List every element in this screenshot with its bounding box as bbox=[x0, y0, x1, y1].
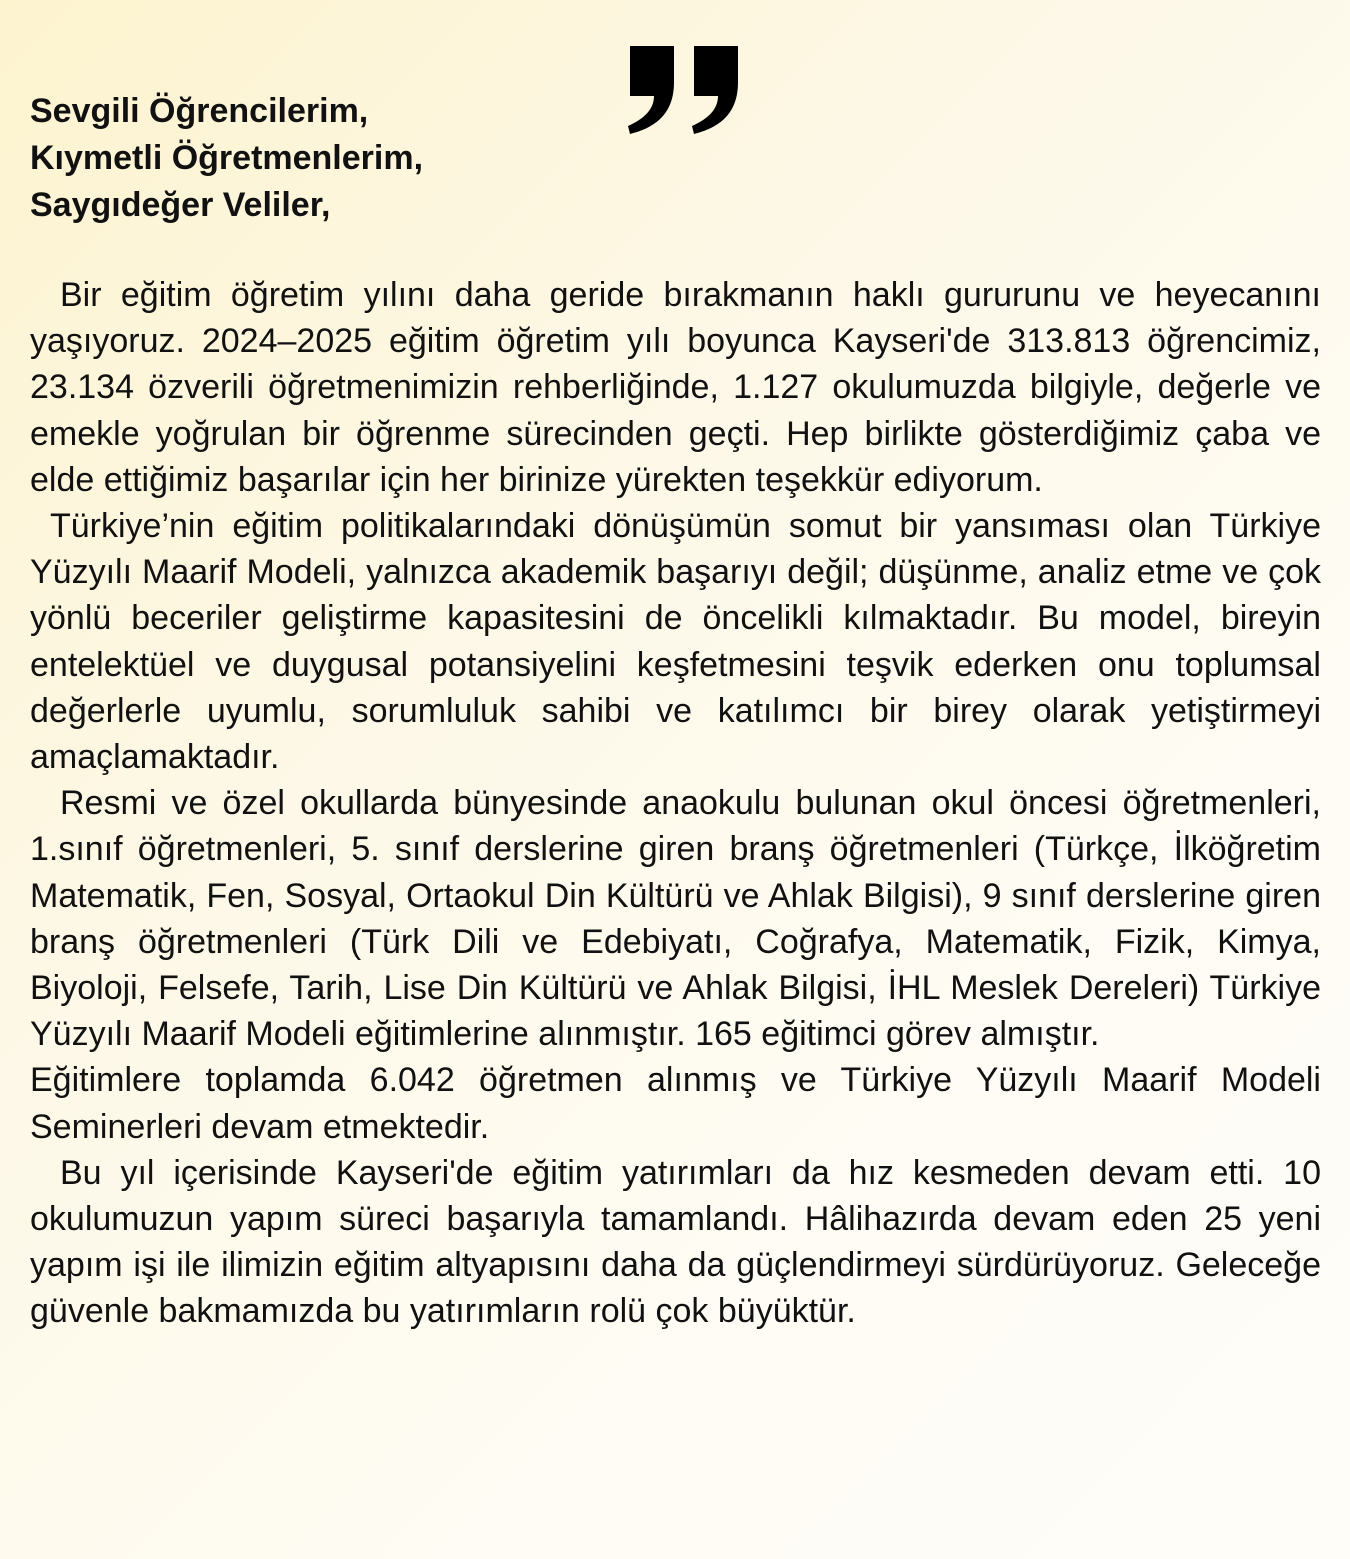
paragraph-teacher-training: Resmi ve özel okullarda bünyesinde anaokulu bulunan okul öncesi öğretmenleri, 1.sınıf öğretmenleri, 5. sınıf derslerine giren branş öğretmenleri (Türkçe, İlköğretim Matematik, Fen, Sosyal, Ortaokul Din Kültürü ve Ahlak Bilgisi), 9 sınıf derslerine giren branş öğretmenleri (Türk Dili ve Edebiyatı, Coğrafya, Matematik, Fizik, Kimya, Biyoloji, Felsefe, Tarih, Lise Din Kültürü ve Ahlak Bilgisi, İHL Meslek Dereleri) Türkiye Yüzyılı Maarif Modeli eğitimlerine alınmıştır. 165 eğitimci görev almıştır. bbox=[30, 784, 1321, 1054]
paragraph-investments: Bu yıl içerisinde Kayseri'de eğitim yatırımları da hız kesmeden devam etti. 10 okulumuzun yapım süreci başarıyla tamamlandı. Hâlihazırda devam eden 25 yeni yapım işi ile ilimizin eğitim altyapısını daha da güçlendirmeyi sürdürüyoruz. Geleceğe güvenle bakmamızda bu yatırımların rolü çok büyüktür. bbox=[30, 1153, 1321, 1331]
paragraph-school-year: Bir eğitim öğretim yılını daha geride bırakmanın haklı gururunu ve heyecanını yaşıyoruz. 2024–2025 eğitim öğretim yılı boyunca Kayseri'de 313.813 öğrencimiz, 23.134 özverili öğretmenimizin rehberliğinde, 1.127 okulumuzda bilgiyle, değerle ve emekle yoğrulan bir öğrenme sürecinden geçti. Hep birlikte gösterdiğimiz çaba ve elde ettiğimiz başarılar için her birinize yürekten teşekkür ediyorum. bbox=[30, 276, 1321, 499]
greeting-students: Sevgili Öğrencilerim, bbox=[30, 92, 369, 130]
letter-body bbox=[30, 272, 1321, 1335]
greeting-block bbox=[30, 88, 630, 229]
quote-mark-right bbox=[692, 46, 738, 134]
quote-mark-left bbox=[628, 46, 674, 134]
paragraph-seminars: Eğitimlere toplamda 6.042 öğretmen alınmış ve Türkiye Yüzyılı Maarif Modeli Seminerleri devam etmektedir. bbox=[30, 1061, 1321, 1146]
paragraph-maarif-model: Türkiye’nin eğitim politikalarındaki dönüşümün somut bir yansıması olan Türkiye Yüzyılı Maarif Modeli, yalnızca akademik başarıyı değil; düşünme, analiz etme ve çok yönlü beceriler geliştirme kapasitesini de öncelikli kılmaktadır. Bu model, bireyin entelektüel ve duygusal potansiyelini keşfetmesini teşvik ederken onu toplumsal değerlerle uyumlu, sorumluluk sahibi ve katılımcı bir birey olarak yetiştirmeyi amaçlamaktadır. bbox=[30, 507, 1321, 777]
greeting-teachers: Kıymetli Öğretmenlerim, bbox=[30, 139, 424, 177]
closing-quote-icon bbox=[624, 42, 744, 138]
greeting-parents: Saygıdeğer Veliler, bbox=[30, 186, 331, 224]
